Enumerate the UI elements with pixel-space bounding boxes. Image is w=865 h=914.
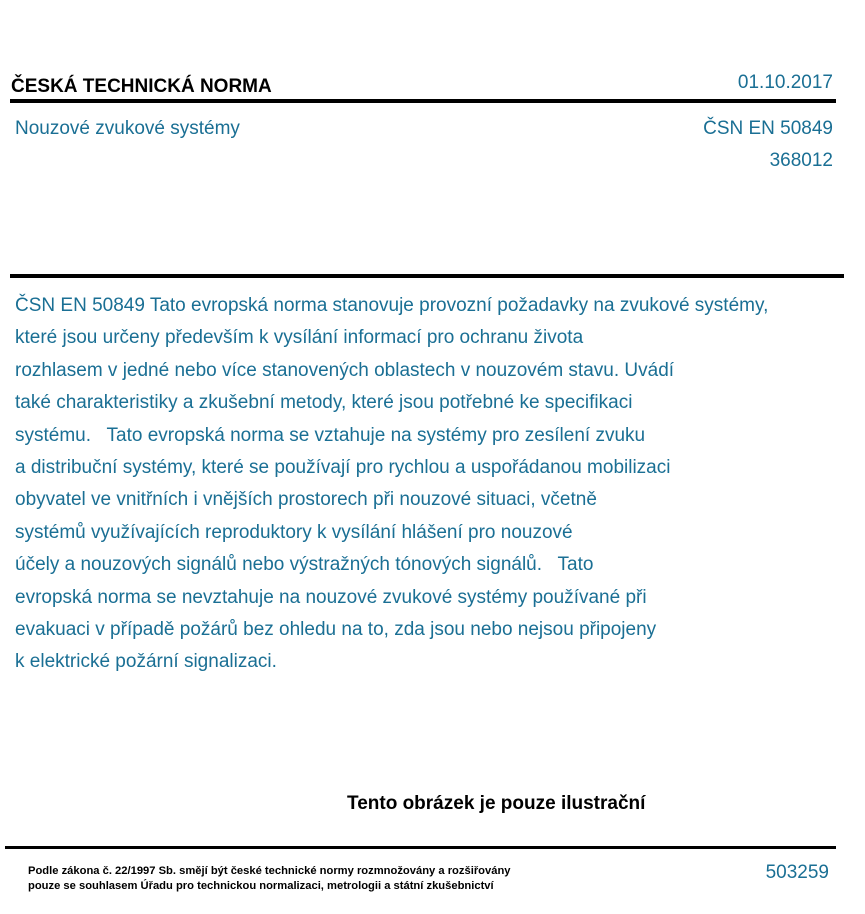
abstract-text: [15, 290, 865, 679]
abstract-line: také charakteristiky a zkušební metody, které jsou potřebné ke specifikaci: [15, 392, 633, 414]
classification-number: 368012: [769, 150, 833, 171]
header-divider: [10, 99, 836, 103]
norm-header-title: ČESKÁ TECHNICKÁ NORMA: [11, 76, 272, 97]
section-divider: [10, 274, 844, 278]
abstract-line: obyvatel ve vnitřních i vnějších prostorech při nouzové situaci, včetně: [15, 489, 597, 511]
abstract-line: systémů využívajících reproduktory k vysílání hlášení pro nouzové: [15, 521, 573, 543]
legal-notice-line: Podle zákona č. 22/1997 Sb. smějí být české technické normy rozmnožovány a rozšiřovány: [28, 865, 511, 877]
abstract-line: k elektrické požární signalizaci.: [15, 651, 277, 673]
legal-notice: [28, 864, 511, 894]
legal-notice-line: pouze se souhlasem Úřadu pro technickou normalizaci, metrologii a státní zkušebnictví: [28, 880, 494, 892]
illustration-notice: Tento obrázek je pouze ilustrační: [347, 793, 646, 814]
footer-divider: [5, 846, 836, 849]
publication-date: 01.10.2017: [737, 72, 833, 93]
abstract-line: které jsou určeny především k vysílání informací pro ochranu života: [15, 327, 584, 349]
abstract-line: účely a nouzových signálů nebo výstražných tónových signálů. Tato: [15, 554, 594, 576]
document-title: Nouzové zvukové systémy: [15, 118, 240, 139]
abstract-line: rozhlasem v jedné nebo více stanovených oblastech v nouzovém stavu. Uvádí: [15, 359, 675, 381]
abstract-line: evakuaci v případě požárů bez ohledu na to, zda jsou nebo nejsou připojeny: [15, 619, 657, 641]
abstract-line: ČSN EN 50849 Tato evropská norma stanovuje provozní požadavky na zvukové systémy,: [15, 295, 769, 316]
abstract-line: evropská norma se nevztahuje na nouzové zvukové systémy používané při: [15, 586, 647, 608]
product-number: 503259: [765, 862, 829, 883]
abstract-line: systému. Tato evropská norma se vztahuje na systémy pro zesílení zvuku: [15, 424, 646, 446]
abstract-line: a distribuční systémy, které se používají pro rychlou a uspořádanou mobilizaci: [15, 457, 671, 479]
document-code: ČSN EN 50849: [703, 118, 833, 139]
